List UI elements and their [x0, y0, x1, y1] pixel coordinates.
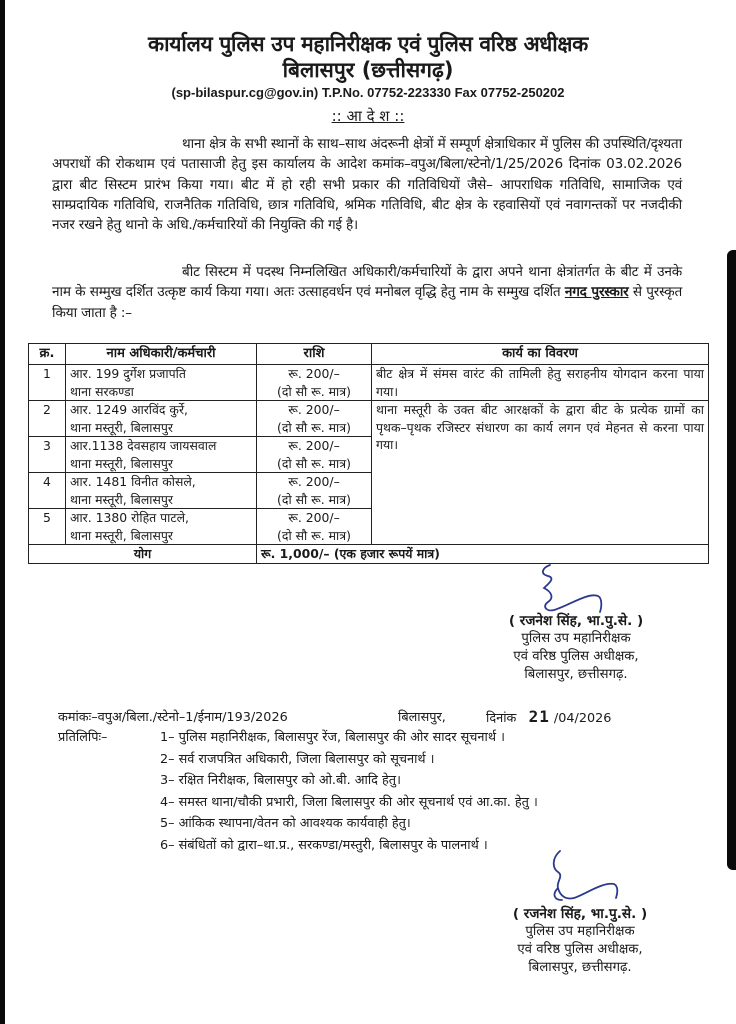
list-item: 2– सर्व राजपत्रित अधिकारी, जिला बिलासपुर को सूचनार्थ । [160, 751, 435, 767]
list-item: 1– पुलिस महानिरीक्षक, बिलासपुर रेंज, बिलासपुर की ओर सादर सूचनार्थ । [160, 730, 505, 745]
total-label: योग [29, 545, 257, 564]
name-cell [66, 401, 257, 437]
name-cell [66, 509, 257, 545]
signature-block [480, 905, 680, 977]
cash-reward-emphasis: नगद पुरस्कार [564, 284, 629, 301]
amount-words: (दो सौ रू. मात्र) [277, 383, 351, 399]
signature-image [540, 848, 630, 910]
name-line: आर. 1481 विनीत कोसले, [70, 474, 196, 489]
table-row [29, 401, 709, 437]
amount-figure: रू. 200/– [288, 402, 340, 417]
serial-cell: 2 [29, 401, 66, 437]
award-paragraph-text: बीट सिस्टम में पदस्थ निम्नलिखित अधिकारी/कर्मचारियों के द्वारा अपने थाना क्षेत्रांतर्गत के बीट में उनके नाम के सम्मुख दर्शित उत्कृष्ट कार्य किया गया। अतः उत्साहवर्धन एवं मनोबल वृद्धि हेतु नाम के सम्मुख दर्शित [52, 264, 682, 301]
amount-figure: रू. 200/– [288, 366, 340, 381]
reference-city: बिलासपुर, [398, 710, 446, 725]
award-table [28, 343, 709, 564]
serial-cell: 4 [29, 473, 66, 509]
name-cell [66, 437, 257, 473]
signatory-designation: पुलिस उप महानिरीक्षक [521, 631, 631, 646]
reference-number: कमांकः–वपुअ/बिला./स्टेनो–1/ईनाम/193/2026 [58, 710, 288, 725]
total-row [29, 545, 709, 564]
signatory-designation: एवं वरिष्ठ पुलिस अधीक्षक, [517, 942, 643, 957]
col-header-serial: क्र. [29, 344, 66, 365]
station-line: थाना मस्तूरी, बिलासपुर [70, 419, 173, 435]
copy-to-label: प्रतिलिपिः– [58, 730, 108, 745]
station-line: थाना मस्तूरी, बिलासपुर [70, 455, 173, 471]
scan-edge-shadow-left [0, 0, 5, 1024]
serial-cell: 3 [29, 437, 66, 473]
amount-words: (दो सौ रू. मात्र) [277, 419, 351, 435]
office-city: बिलासपुर (छत्तीसगढ़) [282, 58, 454, 82]
signatory-location: बिलासपुर, छत्तीसगढ़. [524, 667, 628, 682]
col-header-amount: राशि [257, 344, 372, 365]
name-line: आर. 1249 आरविंद कुर्रे, [70, 402, 188, 417]
intro-paragraph-text: थाना क्षेत्र के सभी स्थानों के साथ–साथ अंदरूनी क्षेत्रों में सम्पूर्ण क्षेत्राधिकार में पुलिस की उपस्थिति/दृश्यता अपराधों की रोकथाम एवं पतासाजी हेतु इस कार्यालय के आदेश कमांक–वपुअ/बिला/स्टेनो/1/25/2026 दिनांक 03.02.2026 द्वारा बीट सिस्टम प्रारंभ किया गया। बीट में हो रही सभी प्रकार की गतिविधियों जैसे– आपराधिक गतिविधि, सामाजिक एवं साम्प्रदायिक गतिविधि, राजनैतिक गतिविधि, छात्र गतिविधि, श्रमिक गतिविधि, बीट क्षेत्र के रहवासियों एवं नवागन्तकों पर नजदीकी नजर रखने हेतु थानो के अधि./कर्मचारियों की नियुक्ति की गई है। [52, 136, 682, 234]
list-item: 4– समस्त थाना/चौकी प्रभारी, जिला बिलासपुर की ओर सूचनार्थ एवं आ.का. हेतु । [160, 794, 538, 810]
scan-edge-shadow-right [727, 250, 736, 870]
signatory-designation: एवं वरिष्ठ पुलिस अधीक्षक, [513, 649, 639, 664]
name-cell [66, 473, 257, 509]
office-title: कार्यालय पुलिस उप महानिरीक्षक एवं पुलिस वरिष्ठ अधीक्षक [147, 32, 589, 56]
handwritten-day: 21 [528, 707, 550, 726]
total-amount: रू. 1,000/– (एक हजार रूपयें मात्र) [257, 545, 709, 564]
signature-image [528, 562, 618, 618]
station-line: थाना मस्तूरी, बिलासपुर [70, 491, 173, 507]
reference-line [58, 707, 688, 725]
amount-cell [257, 509, 372, 545]
copy-to-list [160, 727, 700, 856]
date-month-year: /04/2026 [553, 711, 612, 726]
amount-cell [257, 365, 372, 401]
amount-cell [257, 473, 372, 509]
signature-block [476, 612, 676, 684]
name-cell [66, 365, 257, 401]
award-paragraph [52, 262, 682, 323]
station-line: थाना मस्तूरी, बिलासपुर [70, 527, 173, 543]
award-paragraph-end: से पुरस्कृत किया जाता है :– [52, 284, 682, 321]
name-line: आर. 199 दुर्गेश प्रजापति [70, 366, 186, 381]
serial-cell: 5 [29, 509, 66, 545]
table-row [29, 365, 709, 401]
col-header-name: नाम अधिकारी/कर्मचारी [66, 344, 257, 365]
signatory-name: ( रजनेश सिंह, भा.पु.से. ) [508, 613, 644, 629]
order-heading-text: :: आ दे श :: [331, 107, 405, 125]
list-item: 3– रक्षित निरीक्षक, बिलासपुर को ओ.बी. आदि हेतु। [160, 773, 401, 788]
amount-figure: रू. 200/– [288, 474, 340, 489]
list-item: 6– संबंधितों को द्वारा–था.प्र., सरकण्डा/मस्तुरी, बिलासपुर के पालनार्थ । [160, 837, 488, 853]
signatory-designation: पुलिस उप महानिरीक्षक [525, 924, 635, 939]
order-heading [0, 106, 736, 126]
signatory-location: बिलासपुर, छत्तीसगढ़. [528, 960, 632, 975]
serial-cell: 1 [29, 365, 66, 401]
amount-cell [257, 401, 372, 437]
amount-figure: रू. 200/– [288, 510, 340, 525]
amount-words: (दो सौ रू. मात्र) [277, 455, 351, 471]
date-label: दिनांक [486, 711, 517, 726]
name-line: आर.1138 देवसहाय जायसवाल [70, 438, 217, 453]
amount-cell [257, 437, 372, 473]
col-header-description: कार्य का विवरण [372, 344, 709, 365]
amount-words: (दो सौ रू. मात्र) [277, 491, 351, 507]
office-contact: (sp-bilaspur.cg@gov.in) T.P.No. 07752-223330 Fax 07752-250202 [171, 85, 565, 100]
amount-words: (दो सौ रू. मात्र) [277, 527, 351, 543]
intro-paragraph [52, 134, 682, 235]
description-cell: थाना मस्तूरी के उक्त बीट आरक्षकों के द्वारा बीट के प्रत्येक ग्रामों का पृथक–पृथक रजिस्टर संधारण का कार्य लगन एवं मेहनत से करना पाया गया। [372, 401, 709, 545]
name-line: आर. 1380 रोहित पाटले, [70, 510, 189, 525]
description-cell: बीट क्षेत्र में संमस वारंट की तामिली हेतु सराहनीय योगदान करना पाया गया। [372, 365, 709, 401]
list-item: 5– आंकिक स्थापना/वेतन को आवश्यक कार्यवाही हेतु। [160, 816, 411, 831]
amount-figure: रू. 200/– [288, 438, 340, 453]
reference-date [486, 707, 611, 726]
signatory-name: ( रजनेश सिंह, भा.पु.से. ) [512, 906, 648, 922]
table-header-row [29, 344, 709, 365]
station-line: थाना सरकण्डा [70, 383, 134, 399]
